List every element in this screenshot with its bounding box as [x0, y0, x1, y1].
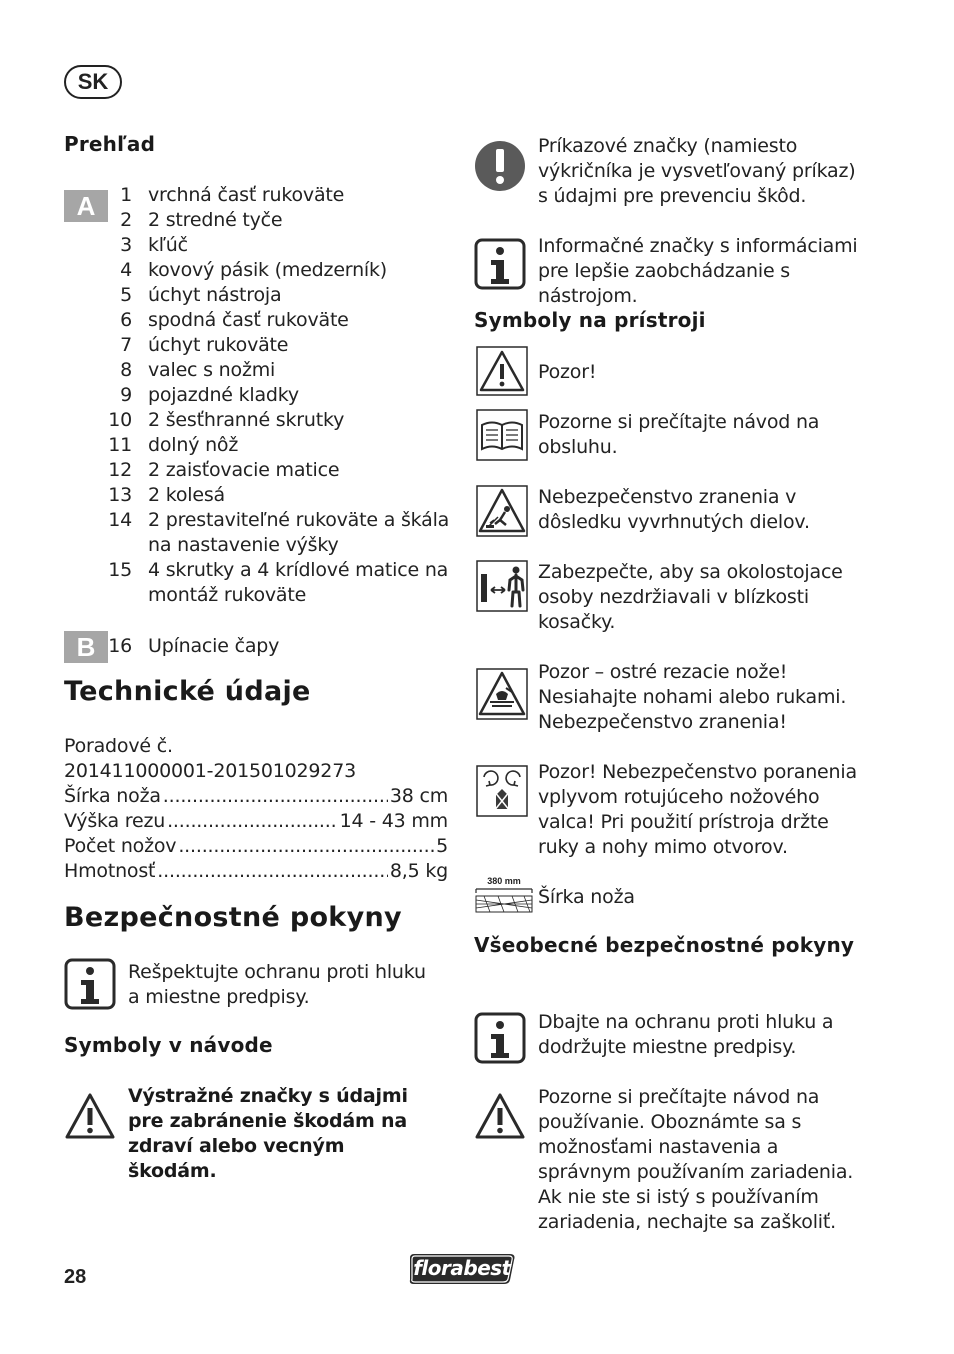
list-item: 15 4 skrutky a 4 krídlové matice na montáž rukoväte — [108, 559, 449, 606]
spec-row: Výška rezu ..... 14 - 43 mm — [64, 809, 448, 834]
parts-list-b — [98, 634, 458, 659]
list-item: 12 2 zaisťovacie matice — [108, 459, 340, 481]
serial-label: Poradové č. — [64, 735, 173, 757]
serial-value: 201411000001-201501029273 — [64, 760, 356, 782]
spec-row: Hmotnosť ..... 8,5 kg — [64, 859, 448, 884]
symbol-text: Nebezpečenstvo zranenia v dôsledku vyvrhnutých dielov. — [538, 486, 810, 533]
list-item: 3 kľúč — [120, 234, 188, 256]
device-symbols-heading: Symboly na prístroji — [474, 308, 706, 332]
overview-heading: Prehľad — [64, 132, 156, 156]
list-item: 5 úchyt nástroja — [120, 284, 282, 306]
parts-list-a — [98, 183, 458, 608]
list-item: 4 kovový pásik (medzerník) — [120, 259, 388, 281]
list-item: 11 dolný nôž — [108, 434, 239, 456]
language-badge: SK — [64, 65, 122, 99]
rotating-cylinder-icon — [476, 765, 528, 817]
list-item: 13 2 kolesá — [108, 484, 225, 506]
general-info-text: Dbajte na ochranu proti hluku a dodržujte miestne predpisy. — [538, 1011, 834, 1058]
info-sign-text: Informačné značky s informáciami pre lepšie zaobchádzanie s nástrojom. — [538, 235, 858, 307]
spec-row: Šírka noža ..... 38 cm — [64, 784, 448, 809]
general-safety-heading: Všeobecné bezpečnostné pokyny — [474, 933, 855, 957]
list-item: 7 úchyt rukoväte — [120, 334, 289, 356]
warning-text: Výstražné značky s údajmi pre zabránenie škodám na zdraví alebo vecným škodám. — [128, 1085, 408, 1182]
keep-bystanders-away-icon — [476, 560, 528, 612]
technical-data-heading: Technické údaje — [64, 676, 311, 707]
symbol-text: Pozor! Nebezpečenstvo poranenia vplyvom rotujúceho nožového valca! Pri použití prístroja držte ruky a nohy mimo otvorov. — [538, 761, 857, 858]
technical-data-table — [64, 734, 448, 884]
list-item: 10 2 šesťhranné skrutky — [108, 409, 345, 431]
command-sign-icon — [474, 140, 526, 192]
cutting-width-label: 380 mm — [487, 876, 521, 886]
manual-symbols-heading: Symboly v návode — [64, 1033, 273, 1057]
symbol-text: Zabezpečte, aby sa okolostojace osoby nezdržiavali v blízkosti kosačky. — [538, 561, 843, 633]
sharp-blades-icon — [476, 668, 528, 720]
list-item: 8 valec s nožmi — [120, 359, 276, 381]
read-manual-icon — [476, 409, 528, 461]
page-number: 28 — [64, 1266, 87, 1288]
list-item: 16 Upínacie čapy — [108, 635, 280, 657]
spec-row: Počet nožov ..... 5 — [64, 834, 448, 859]
safety-info-text: Rešpektujte ochranu proti hluku a miestne predpisy. — [128, 961, 426, 1008]
command-sign-text: Príkazové značky (namiesto výkričníka je vysvetľovaný príkaz) s údajmi pre prevenciu škôd. — [538, 135, 856, 207]
safety-heading: Bezpečnostné pokyny — [64, 902, 402, 933]
list-item: 6 spodná časť rukoväte — [120, 309, 349, 331]
symbol-text: Šírka noža — [538, 886, 635, 908]
list-item: 1 vrchná časť rukoväte — [120, 184, 345, 206]
list-item: 9 pojazdné kladky — [120, 384, 299, 406]
info-icon — [474, 1012, 526, 1064]
list-item: 14 2 prestaviteľné rukoväte a škála na nastavenie výšky — [108, 509, 450, 556]
warning-triangle-icon — [476, 346, 528, 396]
info-icon — [474, 238, 526, 290]
cutting-width-icon — [474, 876, 534, 916]
symbol-text: Pozor! — [538, 361, 597, 383]
brand-name: florabest — [413, 1256, 511, 1280]
list-item: 2 2 stredné tyče — [120, 209, 283, 231]
general-warning-text: Pozorne si prečítajte návod na používanie. Oboznámte sa s možnosťami nastavenia a správnym používaním zariadenia. Ak nie ste si istý s používaním zariadenia, nechajte sa zaškoliť. — [538, 1086, 854, 1233]
brand-logo — [406, 1250, 518, 1288]
symbol-text: Pozor – ostré rezacie nože! Nesiahajte nohami alebo rukami. Nebezpečenstvo zranenia! — [538, 661, 847, 733]
info-icon — [64, 958, 116, 1010]
section-b-badge: B — [64, 631, 108, 663]
warning-triangle-icon — [474, 1092, 526, 1140]
symbol-text: Pozorne si prečítajte návod na obsluhu. — [538, 411, 820, 458]
flying-debris-icon — [476, 485, 528, 537]
section-a-badge: A — [64, 190, 108, 222]
warning-triangle-icon — [64, 1092, 116, 1140]
